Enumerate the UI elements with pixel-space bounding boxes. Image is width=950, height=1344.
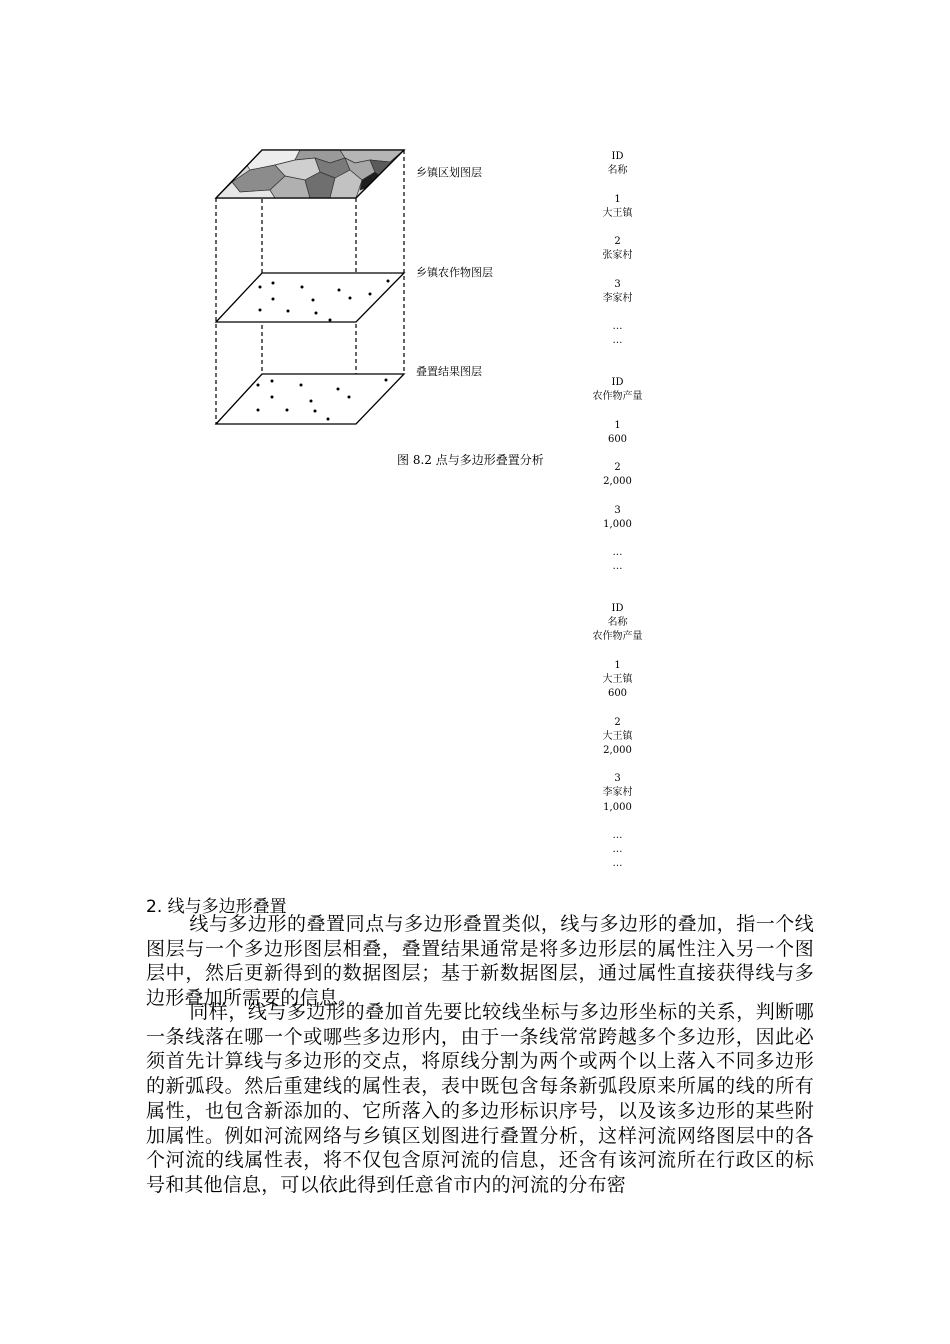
layer-label-township: 乡镇区划图层 (416, 166, 482, 179)
table-header-cell: 名称 (607, 165, 628, 177)
table-cell: 大王镇 (602, 207, 633, 219)
table-cell: 600 (607, 433, 628, 445)
table-cell: 1,000 (603, 801, 632, 813)
table-cell: 1 (614, 419, 621, 431)
table-cell: 李家村 (602, 292, 633, 304)
table-cell: 3 (614, 278, 621, 290)
table-cell: 张家村 (602, 250, 633, 262)
table-cell: … (612, 547, 623, 559)
table-cell: 1,000 (603, 518, 632, 530)
table-header-cell: ID (611, 377, 624, 388)
layer-label-crop: 乡镇农作物图层 (416, 266, 493, 279)
table-header-cell: 农作物产量 (592, 631, 643, 643)
crop-attribute-table (560, 376, 675, 575)
paragraph-2 (146, 1000, 814, 1198)
overlay-figure (0, 0, 950, 470)
table-cell: 2,000 (603, 744, 632, 756)
town-attribute-table (560, 150, 675, 349)
table-cell: … (612, 335, 623, 347)
table-header-cell: ID (611, 151, 624, 162)
table-cell: 李家村 (602, 787, 633, 799)
table-cell: 2 (614, 236, 621, 248)
table-cell: 1 (614, 193, 621, 205)
crop-points-layer (216, 273, 404, 322)
table-header-cell: 农作物产量 (592, 391, 643, 403)
result-attribute-table (560, 602, 675, 872)
overlay-result-layer (216, 374, 404, 424)
figure-caption: 图 8.2 点与多边形叠置分析 (397, 453, 544, 467)
table-header-cell: ID (611, 603, 624, 614)
section-heading: 2. 线与多边形叠置 (146, 897, 287, 917)
table-cell: 600 (607, 688, 628, 700)
table-cell: 2 (614, 462, 621, 474)
table-cell: 大王镇 (602, 730, 633, 742)
paragraph-1 (146, 912, 814, 1011)
table-cell: 大王镇 (602, 673, 633, 685)
table-cell: … (612, 561, 623, 573)
table-cell: … (612, 844, 623, 856)
table-cell: … (612, 830, 623, 841)
table-cell: 3 (614, 504, 621, 516)
table-cell: … (612, 858, 623, 870)
paragraph-1-text: 线与多边形的叠置同点与多边形叠置类似，线与多边形的叠加，指一个线图层与一个多边形图层相叠，叠置结果通常是将多边形层的属性注入另一个图层中，然后更新得到的数据图层；基于新数据图层，通过属性直接获得线与多边形叠加所需要的信息。 (146, 913, 814, 1010)
table-header-cell: 名称 (607, 617, 628, 629)
township-map-layer (216, 150, 404, 198)
table-cell: … (612, 321, 623, 333)
table-cell: 3 (614, 773, 621, 785)
paragraph-2-text: 同样，线与多边形的叠加首先要比较线坐标与多边形坐标的关系，判断哪一条线落在哪一个或哪些多边形内，由于一条线常常跨越多个多边形，因此必须首先计算线与多边形的交点，将原线分割为两个或两个以上落入不同多边形的新弧段。然后重建线的属性表，表中既包含每条新弧段原来所属的线的所有属性，也包含新添加的、它所落入的多边形标识序号，以及该多边形的某些附加属性。例如河流网络与乡镇区划图进行叠置分析，这样河流网络图层中的各个河流的线属性表，将不仅包含原河流的信息，还含有该河流所在行政区的标号和其他信息，可以依此得到任意省市内的河流的分布密 (146, 1001, 814, 1196)
table-cell: 2,000 (603, 476, 632, 488)
layer-label-result: 叠置结果图层 (416, 365, 482, 378)
table-cell: 2 (614, 716, 621, 728)
table-cell: 1 (614, 659, 621, 671)
